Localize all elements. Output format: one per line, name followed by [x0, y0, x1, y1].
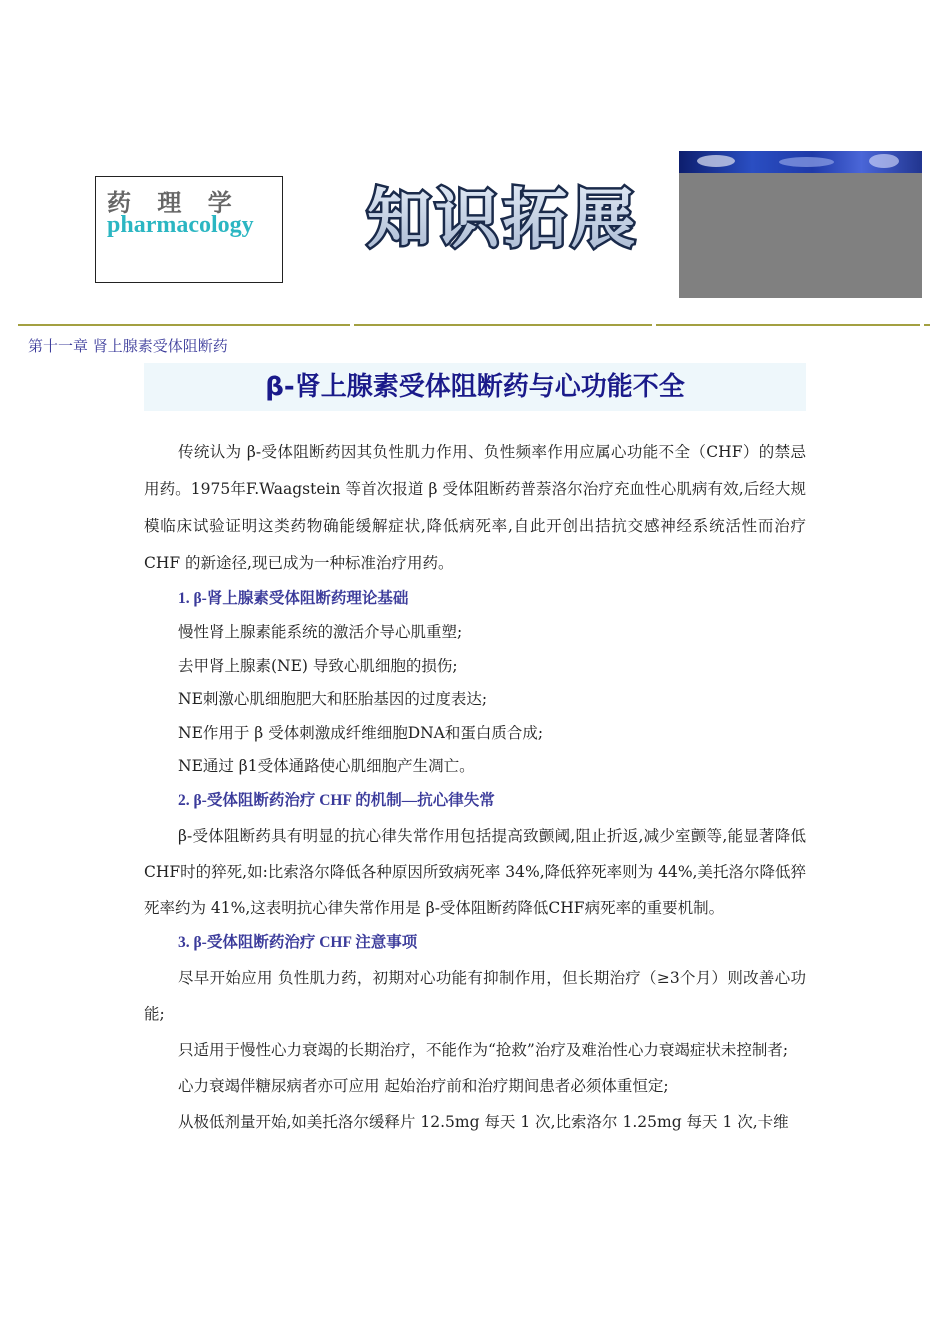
list-item: 去甲肾上腺素(NE) 导致心肌细胞的损伤;	[178, 656, 458, 675]
section-paragraph: 尽早开始应用 负性肌力药，初期对心功能有抑制作用，但长期治疗（≥3个月）则改善心功能;	[144, 968, 806, 1023]
list-item: 慢性肾上腺素能系统的激活介导心肌重塑;	[178, 623, 463, 641]
knowledge-extension-banner	[358, 183, 648, 259]
header-divider	[18, 323, 930, 327]
section-paragraph: β-受体阻断药具有明显的抗心律失常作用包括提高致颤阈,阻止折返,减少室颤等,能显著降低CHF时的猝死,如:比索洛尔降低各种原因所致病死率 34%,降低猝死率则为 44%,美托洛尔降低猝死率约为 41%,这表明抗心律失常作用是 β-受体阻断药降低CHF病死率的重要机制。	[144, 826, 806, 917]
section-heading-1: 1. β-肾上腺素受体阻断药理论基础	[178, 590, 409, 607]
section-heading-2: 2. β-受体阻断药治疗 CHF 的机制—抗心律失常	[178, 791, 495, 809]
page-title: β-肾上腺素受体阻断药与心功能不全	[144, 363, 806, 411]
list-item: NE通过 β1受体通路使心肌细胞产生凋亡。	[178, 757, 475, 775]
chapter-label: 第十一章 肾上腺素受体阻断药	[28, 337, 228, 355]
section-paragraph: 从极低剂量开始,如美托洛尔缓释片 12.5mg 每天 1 次,比索洛尔 1.25mg 每天 1 次,卡维	[178, 1112, 789, 1131]
intro-paragraph: 传统认为 β-受体阻断药因其负性肌力作用、负性频率作用应属心功能不全（CHF）的禁忌用药。1975年F.Waagstein 等首次报道 β 受体阻断药普萘洛尔治疗充血性心肌病有效,后经大规模临床试验证明这类药物确能缓解症状,降低病死率,自此开创出拮抗交感神经系统活性而治疗CHF 的新途径,现已成为一种标准治疗用药。	[144, 443, 806, 572]
list-item: NE刺激心肌细胞肥大和胚胎基因的过度表达;	[178, 690, 488, 708]
section-paragraph: 只适用于慢性心力衰竭的长期治疗，不能作为“抢救”治疗及难治性心力衰竭症状未控制者;	[178, 1040, 789, 1059]
section-heading-3: 3. β-受体阻断药治疗 CHF 注意事项	[178, 933, 418, 951]
logo-box	[95, 176, 283, 283]
banner-text: 知识拓展	[367, 183, 639, 257]
logo-chinese-title: 药 理 学	[107, 188, 241, 217]
logo-english-title: pharmacology	[107, 212, 254, 238]
article-body	[144, 434, 806, 1140]
header-photo	[679, 151, 922, 298]
list-item: NE作用于 β 受体刺激成纤维细胞DNA和蛋白质合成;	[178, 723, 544, 742]
section-paragraph: 心力衰竭伴糖尿病者亦可应用 起始治疗前和治疗期间患者必须体重恒定;	[178, 1076, 669, 1095]
